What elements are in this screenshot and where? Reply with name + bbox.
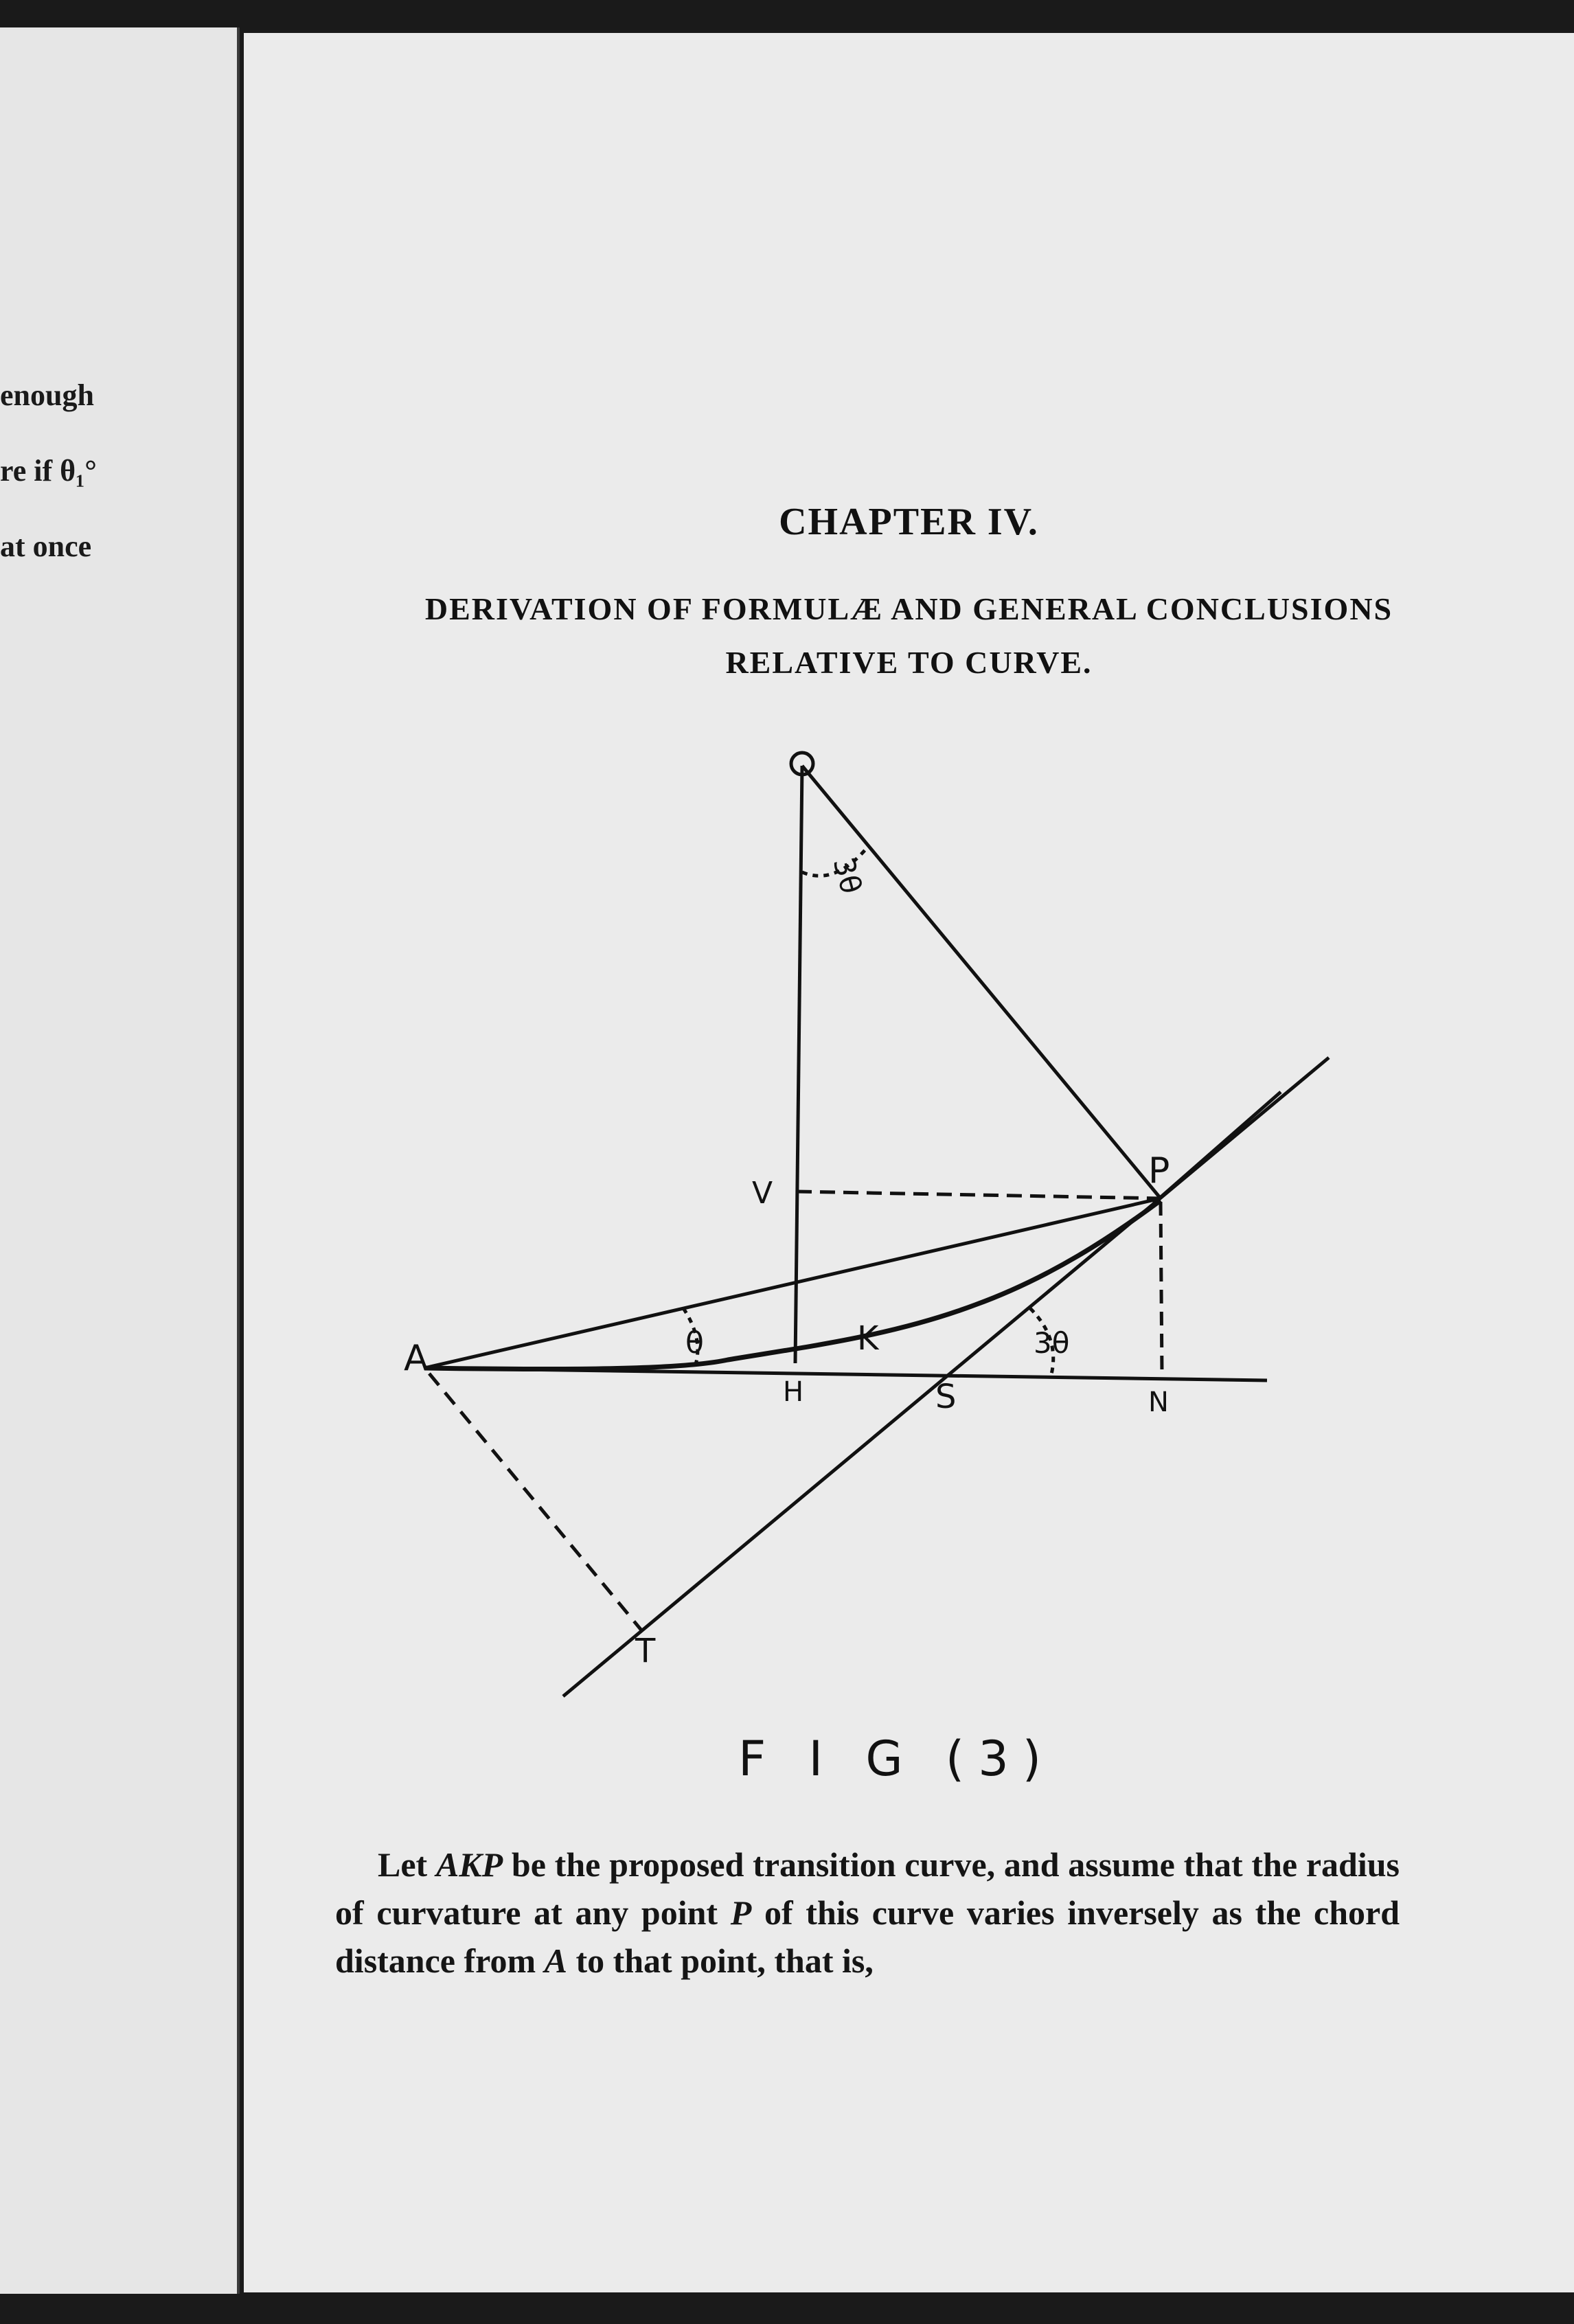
paragraph-part-3: to that point, that is, <box>567 1941 874 1980</box>
label-N: N <box>1148 1387 1169 1418</box>
paragraph-part-1: be the proposed transition curve, and assume that the radius of curvature at any point <box>335 1845 1400 1932</box>
label-theta: θ <box>685 1325 704 1360</box>
label-V: V <box>752 1176 773 1211</box>
line-PN <box>1161 1202 1162 1374</box>
line-AT <box>429 1374 642 1631</box>
chapter-title-line-1: DERIVATION OF FORMULÆ AND GENERAL CONCLUSIONS <box>424 591 1393 626</box>
margin-text-line-3: at once <box>0 529 92 563</box>
tangent-stroke <box>1154 1092 1281 1203</box>
paragraph-lead: Let <box>378 1845 436 1884</box>
label-three-theta-top: 3θ <box>826 854 869 898</box>
label-H: H <box>783 1376 804 1408</box>
margin-text-line-1: enough <box>0 378 94 412</box>
label-three-theta-bottom: 3θ <box>1034 1326 1070 1360</box>
italic-A: A <box>544 1941 567 1980</box>
tangent-line <box>563 1058 1329 1696</box>
line-OP <box>802 766 1161 1198</box>
label-T: T <box>635 1632 656 1670</box>
body-paragraph <box>335 1841 1400 1985</box>
margin-text-line-2: re if θ₁° <box>0 454 97 488</box>
label-A: A <box>404 1338 429 1379</box>
italic-P: P <box>730 1893 752 1932</box>
paragraph-part-2: of this curve varies inversely as the chord distance from <box>335 1893 1400 1980</box>
label-K: K <box>857 1319 879 1358</box>
line-VP <box>797 1192 1161 1198</box>
label-P: P <box>1148 1150 1170 1192</box>
line-OH <box>795 766 802 1363</box>
figure-caption: F I G (3) <box>738 1731 1056 1787</box>
chapter-heading: CHAPTER IV. <box>779 501 1039 543</box>
italic-AKP: AKP <box>435 1845 503 1884</box>
chapter-title-line-2: RELATIVE TO CURVE. <box>725 645 1093 680</box>
label-S: S <box>935 1378 957 1416</box>
